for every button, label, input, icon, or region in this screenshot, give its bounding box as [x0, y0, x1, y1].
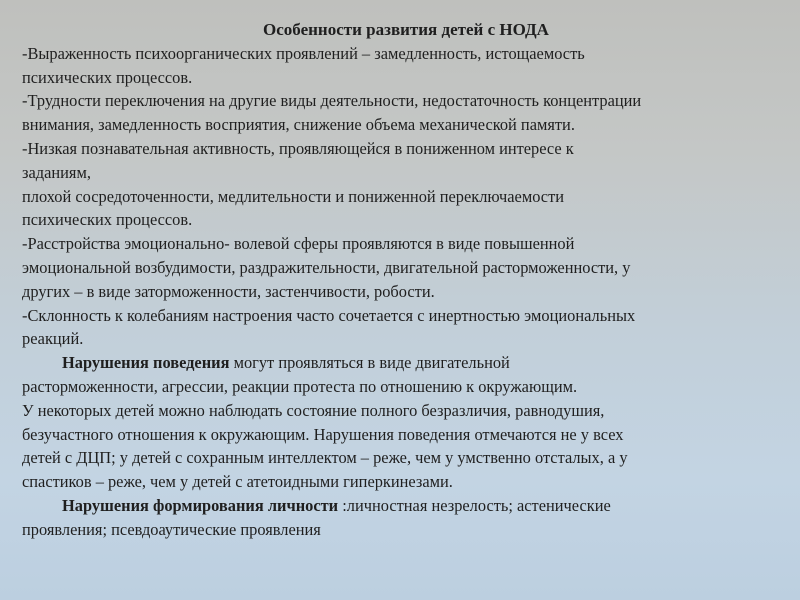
text-line: -Трудности переключения на другие виды деятельности, недостаточность концентрации [22, 91, 642, 111]
text-line: У некоторых детей можно наблюдать состояние полного безразличия, равнодушия, [22, 400, 605, 420]
behavior-heading: Нарушения поведения [62, 353, 230, 373]
text-line: -Склонность к колебаниям настроения часто сочетается с инертностью эмоциональных [22, 305, 636, 325]
personality-heading-rest: :личностная незрелость; астенические [338, 495, 611, 515]
text-line: реакций. [22, 329, 84, 349]
text-line: детей с ДЦП; у детей с сохранным интеллектом – реже, чем у умственно отсталых, а у [22, 448, 628, 468]
text-line: плохой сосредоточенности, медлительности и пониженной переключаемости [22, 186, 565, 206]
slide-body [22, 18, 782, 542]
slide-title: Особенности развития детей с НОДА [263, 20, 549, 39]
text-line: безучастного отношения к окружающим. Нарушения поведения отмечаются не у всех [22, 424, 624, 444]
behavior-heading-rest: могут проявляться в виде двигательной [229, 353, 510, 373]
text-line: других – в виде заторможенности, застенчивости, робости. [22, 281, 435, 301]
text-line: психических процессов. [22, 67, 193, 87]
personality-heading: Нарушения формирования личности [62, 495, 339, 515]
text-line: расторможенности, агрессии, реакции протеста по отношению к окружающим. [22, 376, 578, 396]
text-line: эмоциональной возбудимости, раздражительности, двигательной расторможенности, у [22, 257, 631, 277]
text-line: -Выраженность психоорганических проявлений – замедленность, истощаемость [22, 43, 585, 63]
text-line: спастиков – реже, чем у детей с атетоидными гиперкинезами. [22, 472, 453, 492]
behavior-heading-line [22, 351, 782, 375]
text-line: -Расстройства эмоционально- волевой сферы проявляются в виде повышенной [22, 234, 575, 254]
text-line: внимания, замедленность восприятия, снижение объема механической памяти. [22, 115, 575, 135]
personality-heading-line [22, 494, 782, 518]
text-line: психических процессов. [22, 210, 193, 230]
text-line: проявления; псевдоаутические проявления [22, 519, 321, 539]
text-line: заданиям, [22, 162, 91, 182]
text-line: -Низкая познавательная активность, проявляющейся в пониженном интересе к [22, 138, 574, 158]
